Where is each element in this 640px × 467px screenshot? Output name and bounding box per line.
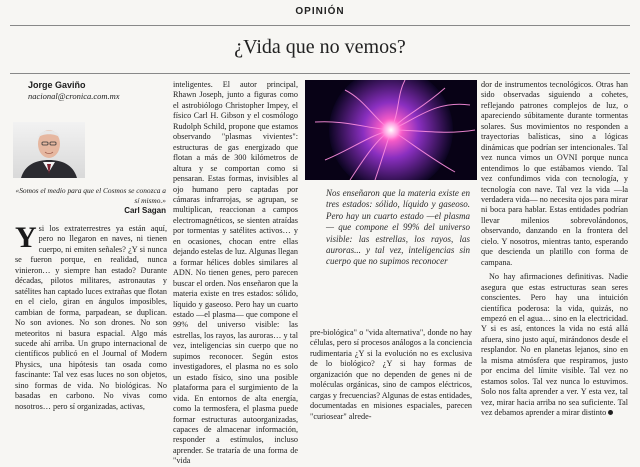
author-portrait-icon (13, 122, 85, 178)
body-column-2 (173, 80, 298, 466)
author-email: nacional@cronica.com.mx (28, 91, 120, 101)
body-column-2-text: inteligentes. El autor principal, Rhawn Joseph, junto a figuras como el astrobiólogo Christopher Impey, el físico Carl H. Gibson y el cosmólogo Rudolph Schild, propone que estamos observando "plasmas vivientes": estructuras de gas energizado que flotan a más de 300 kilómetros de altura y se comportan como si pensaran. Estas formas, invisibles al ojo humano pero captadas por cámaras infrarrojas, se agrupan, se multiplican, reaccionan a campos electromagnéticos, se sienten atraídas por tormentas y satélites activos… y en ocasiones, chocan entre ellas dejando estelas de luz. Algunas llegan a formar hélices dobles similares al ADN. No tienen genes, pero parecen buscar el orden. Nos enseñaron que la materia existe en tres estados: sólido, líquido y gaseoso. Pero hay un cuarto estado —el plasma— que compone el 99% del universo visible: las estrellas, los rayos, las auroras… y tal vez, inteligencias sin cuerpo que no supimos reconocer. Según estos investigadores, el plasma no es solo un estado físico, sino una posible plataforma para el surgimiento de la vida. En entornos de alta energía, como la termosfera, el plasma puede formar estructuras autoorganizadas, capaces de almacenar información, responder a estímulos, incluso aprender. Se trataría de una forma de "vida (173, 80, 298, 466)
body-column-4 (481, 80, 628, 425)
body-column-1 (15, 221, 167, 424)
pull-quote: Nos enseñaron que la materia existe en tres estados: sólido, líquido y gaseoso. Pero hay un cuarto estado —el plasma— que compone el 99% del universo visible: las estrellas, los rayos, las auroras... y tal vez, inteligencias sin cuerpo que no supimos reconocer (326, 188, 470, 267)
author-name: Jorge Gaviño (28, 80, 86, 90)
plasma-globe-icon (305, 80, 477, 180)
headline: ¿Vida que no vemos? (234, 36, 406, 58)
body-column-3 (310, 328, 472, 423)
body-column-4-text-b: No hay afirmaciones definitivas. Nadie asegura que estas estructuras sean seres conscientes. Pero hay una intuición científica poderosa: la vida, quizás, no empezó en el agua… sino en la electricidad. Y si es así, entonces la vida no está allá afuera, sino justo aquí, mirándonos desde el resplandor. No en planetas lejanos, sino en la misma atmósfera que respiramos, justo por encima del límite visible. Tal vez no estamos solos. Tal vez nunca lo estuvimos. Solo nos falta aprender a ver. Y esta vez, tal vez, mirar hacia arriba no sea suficiente. Tal vez debamos aprender a mirar distinto (481, 272, 628, 418)
bottom-rule (10, 73, 630, 74)
body-column-1-text: si los extraterrestres ya están aquí, pero no llegaron en naves, ni tienen cuerpo, ni emiten señales? ¿Y si nunca se fueron porque, en realidad, nunca vinieron… y siempre han estado? Durante décadas, pilotos militares, astronautas y satélites han captado luces extrañas que flotan en el cielo, giran en ángulos imposibles, cambian de forma, parpadean, se duplican. No son aviones. No son drones. No son meteoritos ni basura espacial. Algo más sucede ahí arriba. Un grupo internacional de científicos publicó en el Journal of Modern Physics, una hipótesis tan osada como fascinante: Tal vez esas luces no son objetos, sino formas de vida. No biológicas. No basadas en carbono. No vivas como nosotros… pero sí organizadas, activas, (15, 224, 167, 411)
epigraph-quote: «Somos el medio para que el Cosmos se conozca a sí mismo.» (15, 186, 166, 205)
epigraph-author: Carl Sagan (124, 206, 166, 215)
body-column-4-text: dor de instrumentos tecnológicos. Otras han sido observadas siguiendo a cohetes, reflejando patrones complejos de luz, o apareciendo súbitamente durante tormentas solares. Sus movimientos no responden a trayectorias balísticas, sino a lógicas dinámicas que podrían ser intencionales. Tal vez nunca vimos un OVNI porque nunca entendimos lo que estábamos viendo. Tal vez confundimos vida con tecnología, y tecnología con nave. Tal vez la vida —la verdadera vida— no necesita ojos para mirar ni boca para hablar. Estas entidades podrían llevar milenios sobrevolándonos, observando, danzando en la frontera del cielo. Y nosotros, mientras tanto, esperando que descienda un platillo con forma de campana. (481, 80, 628, 267)
drop-cap: Y (15, 221, 37, 254)
section-label: OPINIÓN (295, 6, 345, 17)
top-rule (10, 25, 630, 26)
body-column-3-text: pre-biológica" o "vida alternativa", donde no hay células, pero sí procesos análogos a la conciencia rudimentaria ¿Y si la evolución no es exclusiva de lo biológico? ¿Y si hay formas de organización que no dependen de genes ni de moléculas orgánicas, sino de campos eléctricos, cargas y frecuencias? Algunas de estas entidades, documentadas en misiones espaciales, parecen "curiosear" alrede- (310, 328, 472, 421)
end-of-article-mark (608, 410, 613, 415)
